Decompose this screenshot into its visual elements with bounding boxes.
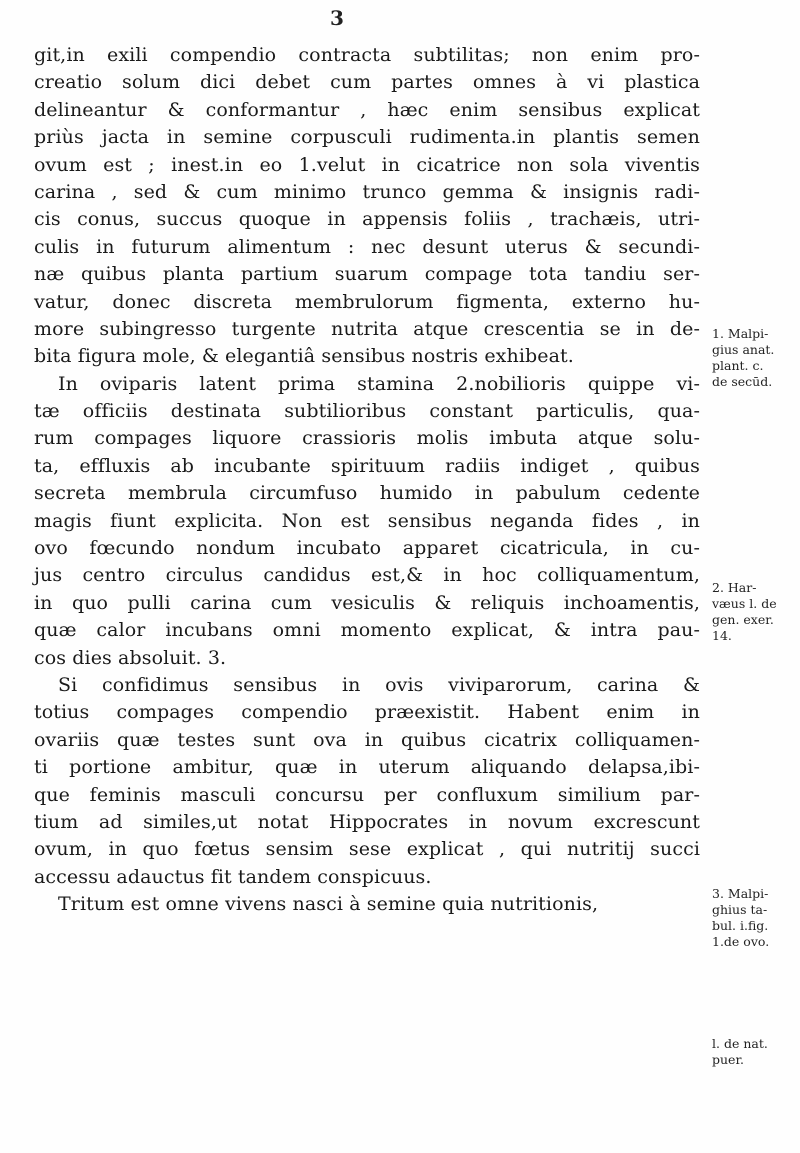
- text-line: delineantur & conformantur , hæc enim sensibus explicat: [34, 98, 700, 121]
- margin-note-line: væus l. de: [712, 596, 777, 611]
- text-line: cos dies absoluit. 3.: [34, 646, 227, 669]
- margin-note-line: plant. c.: [712, 358, 764, 373]
- margin-note-line: 3. Malpi-: [712, 886, 769, 901]
- text-line: rum compages liquore crassioris molis imbuta atque solu-: [34, 427, 700, 450]
- text-line: ovum, in quo fœtus sensim sese explicat , qui nutritij succi: [34, 838, 700, 861]
- margin-note-2: [712, 580, 798, 644]
- text-line: git,in exili compendio contracta subtilitas; non enim pro-: [34, 44, 700, 66]
- text-line: ta, effluxis ab incubante spirituum radiis indiget , quibus: [34, 454, 700, 477]
- text-line: more subingresso turgente nutrita atque crescentia se in de-: [34, 317, 700, 340]
- margin-note-line: puer.: [712, 1052, 745, 1067]
- margin-note-line: 14.: [712, 628, 732, 643]
- text-line: ovo fœcundo nondum incubato apparet cicatricula, in cu-: [34, 537, 700, 560]
- text-line: totius compages compendio præexistit. Habent enim in: [34, 701, 700, 724]
- text-line: In oviparis latent prima stamina 2.nobilioris quippe vi-: [58, 372, 700, 395]
- text-line: Si confidimus sensibus in ovis viviparorum, carina &: [58, 673, 700, 696]
- text-line: bita figura mole, & elegantiâ sensibus nostris exhibeat.: [34, 345, 574, 368]
- text-line: que feminis masculi concursu per confluxum similium par-: [34, 783, 700, 806]
- page-number: 3: [330, 6, 344, 30]
- main-text-block: [34, 42, 700, 919]
- text-line: carina , sed & cum minimo trunco gemma & insignis radi-: [34, 180, 700, 203]
- text-line: creatio solum dici debet cum partes omnes à vi plastica: [34, 71, 700, 94]
- text-line: accessu adauctus fit tandem conspicuus.: [34, 865, 432, 888]
- margin-note-line: 1. Malpi-: [712, 326, 769, 341]
- margin-note-line: ghius ta-: [712, 902, 768, 917]
- text-line: quæ calor incubans omni momento explicat, & intra pau-: [34, 619, 700, 642]
- text-line: tæ officiis destinata subtilioribus constant particulis, qua-: [34, 400, 700, 423]
- margin-note-line: 1.de ovo.: [712, 934, 770, 949]
- text-line: priùs jacta in semine corpusculi rudimenta.in plantis semen: [34, 126, 700, 149]
- margin-note-line: gen. exer.: [712, 612, 774, 627]
- text-line: jus centro circulus candidus est,& in hoc colliquamentum,: [34, 564, 700, 587]
- text-line: næ quibus planta partium suarum compage tota tandiu ser-: [34, 263, 700, 286]
- text-line: vatur, donec discreta membrulorum figmenta, externo hu-: [34, 290, 700, 313]
- text-line: ovum est ; inest.in eo 1.velut in cicatrice non sola viventis: [34, 153, 700, 176]
- text-line: culis in futurum alimentum : nec desunt uterus & secundi-: [34, 235, 700, 258]
- text-line: magis fiunt explicita. Non est sensibus neganda fides , in: [34, 509, 700, 532]
- margin-note-line: gius anat.: [712, 342, 775, 357]
- text-line: Tritum est omne vivens nasci à semine quia nutritionis,: [58, 893, 599, 916]
- text-line: ovariis quæ testes sunt ova in quibus cicatrix colliquamen-: [34, 728, 700, 751]
- margin-note-line: l. de nat.: [712, 1036, 768, 1051]
- margin-note-4: [712, 1036, 798, 1068]
- text-line: ti portione ambitur, quæ in uterum aliquando delapsa,ibi-: [34, 756, 700, 779]
- margin-note-3: [712, 886, 798, 950]
- margin-note-1: [712, 326, 798, 390]
- text-line: secreta membrula circumfuso humido in pabulum cedente: [34, 482, 700, 505]
- margin-note-line: 2. Har-: [712, 580, 757, 595]
- text-line: tium ad similes,ut notat Hippocrates in novum excrescunt: [34, 810, 700, 833]
- text-line: cis conus, succus quoque in appensis foliis , trachæis, utri-: [34, 208, 700, 231]
- margin-note-line: bul. i.fig.: [712, 918, 769, 933]
- margin-note-line: de secūd.: [712, 374, 773, 389]
- text-line: in quo pulli carina cum vesiculis & reliquis inchoamentis,: [34, 591, 700, 614]
